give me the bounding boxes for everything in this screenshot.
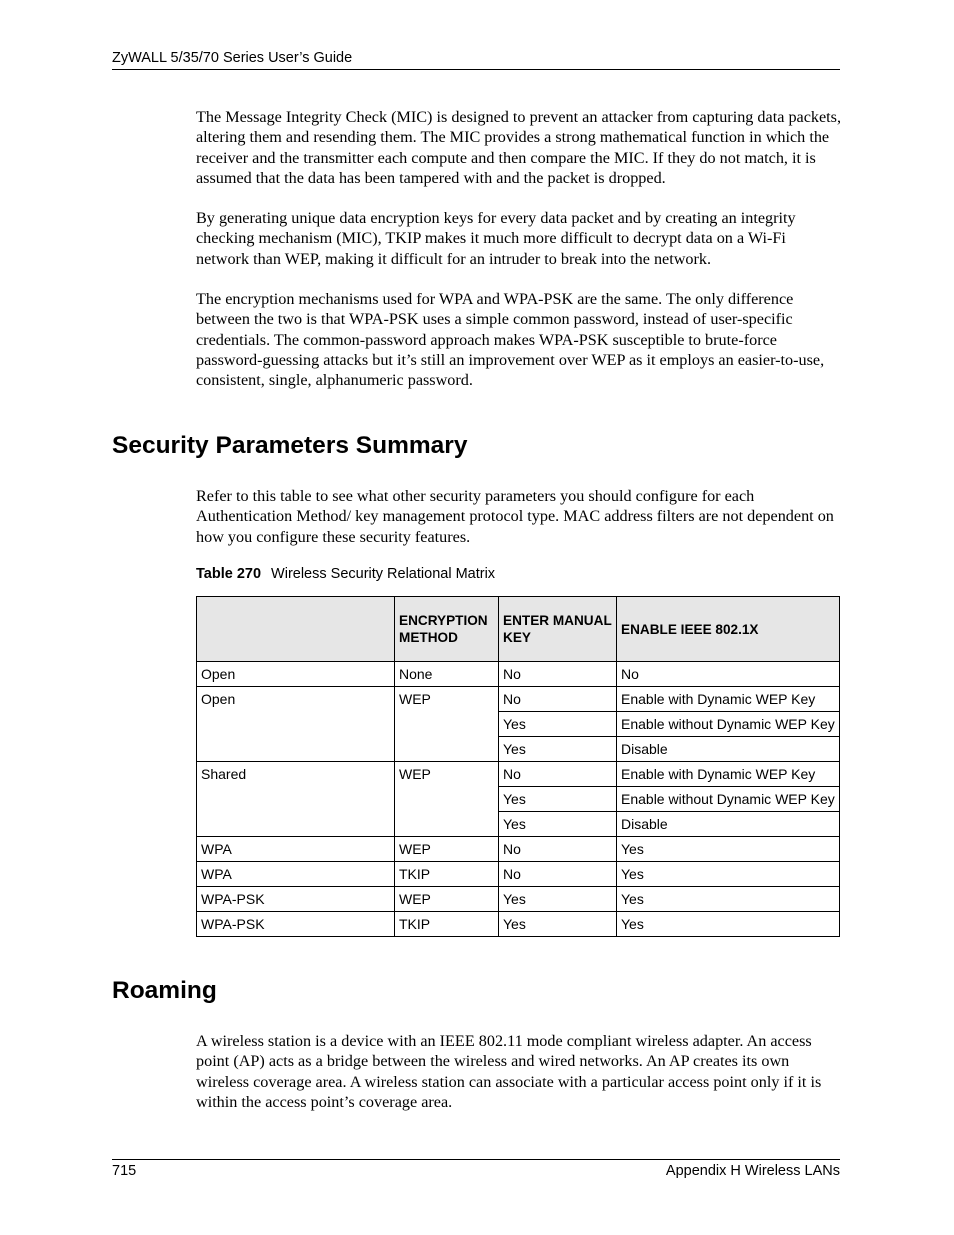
table-cell: Yes: [499, 912, 617, 937]
table-row: [197, 762, 840, 787]
table-cell: TKIP: [395, 912, 499, 937]
table-cell: No: [617, 662, 840, 687]
heading-security-parameters-summary: Security Parameters Summary: [112, 432, 468, 459]
table-cell: Enable with Dynamic WEP Key: [617, 687, 840, 712]
table-cell: Open: [197, 662, 395, 687]
table-cell: WEP: [395, 687, 499, 762]
table-header-row: [197, 597, 840, 662]
table-row: [197, 862, 840, 887]
table-cell: Enable without Dynamic WEP Key: [617, 787, 840, 812]
table-cell: Yes: [499, 787, 617, 812]
table-cell: No: [499, 862, 617, 887]
table-cell: None: [395, 662, 499, 687]
table-cell: Shared: [197, 762, 395, 837]
table-cell: Yes: [617, 887, 840, 912]
table-cell: WPA-PSK: [197, 887, 395, 912]
roaming-text: [196, 1031, 842, 1112]
guide-title: ZyWALL 5/35/70 Series User’s Guide: [112, 50, 353, 66]
security-summary-text: [196, 486, 842, 547]
table-caption: [196, 566, 495, 582]
table-row: [197, 887, 840, 912]
table-cell: Yes: [499, 712, 617, 737]
table-row: [197, 837, 840, 862]
table-cell: Yes: [617, 837, 840, 862]
intro-text: [196, 107, 842, 391]
table-cell: TKIP: [395, 862, 499, 887]
table-cell: WEP: [395, 887, 499, 912]
page-number: 715: [112, 1163, 137, 1179]
table-caption-text: Wireless Security Relational Matrix: [271, 566, 496, 582]
paragraph-mic: The Message Integrity Check (MIC) is designed to prevent an attacker from capturing data packets, altering them and resending them. The MIC provides a strong mathematical function in which the receiver and the transmitter each compute and then compare the MIC. If they do not match, it is assumed that the data has been tampered with and the packet is dropped.: [196, 108, 842, 187]
table-caption-label: Table 270: [196, 566, 262, 582]
header-cell-encryption: ENCRYPTION METHOD: [395, 597, 499, 662]
table-cell: No: [499, 687, 617, 712]
table-row: [197, 687, 840, 712]
paragraph-wpa-psk: The encryption mechanisms used for WPA and WPA-PSK are the same. The only difference between the two is that WPA-PSK uses a simple common password, instead of user-specific credentials. The common-password approach makes WPA-PSK susceptible to brute-force password-guessing attacks but it’s still an improvement over WEP as it employs an easier-to-use, consistent, single, alphanumeric password.: [196, 290, 825, 390]
table-cell: Open: [197, 687, 395, 762]
table-cell: WEP: [395, 762, 499, 837]
header-cell-manual-key: ENTER MANUAL KEY: [499, 597, 617, 662]
table-cell: Yes: [617, 862, 840, 887]
paragraph-roaming: A wireless station is a device with an IEEE 802.11 mode compliant wireless adapter. An access point (AP) acts as a bridge between the wireless and wired networks. An AP creates its own wireless coverage area. A wireless station can associate with a particular access point only if it is within the access point’s coverage area.: [196, 1032, 822, 1111]
table-cell: Yes: [617, 912, 840, 937]
table-cell: Enable with Dynamic WEP Key: [617, 762, 840, 787]
table-cell: WPA: [197, 837, 395, 862]
table-cell: No: [499, 837, 617, 862]
table-cell: Yes: [499, 737, 617, 762]
table-cell: WPA-PSK: [197, 912, 395, 937]
page-footer: [112, 1159, 840, 1179]
table-cell: No: [499, 762, 617, 787]
header-cell-auth: [197, 597, 395, 662]
table-cell: No: [499, 662, 617, 687]
page-header: [112, 50, 840, 70]
table-cell: WEP: [395, 837, 499, 862]
table-row: [197, 662, 840, 687]
heading-roaming: Roaming: [112, 977, 217, 1004]
paragraph-security-summary: Refer to this table to see what other security parameters you should configure for each Authentication Method/ key management protocol type. MAC address filters are not dependent on how you configure these security features.: [196, 487, 834, 546]
security-matrix-table: [196, 596, 840, 937]
header-cell-ieee8021x: ENABLE IEEE 802.1X: [617, 597, 840, 662]
paragraph-tkip: By generating unique data encryption keys for every data packet and by creating an integrity checking mechanism (MIC), TKIP makes it much more difficult to decrypt data on a Wi-Fi network than WEP, making it difficult for an intruder to break into the network.: [196, 209, 796, 268]
footer-section: Appendix H Wireless LANs: [665, 1163, 840, 1179]
table-cell: Disable: [617, 737, 840, 762]
table-cell: Yes: [499, 812, 617, 837]
table-cell: Yes: [499, 887, 617, 912]
table-cell: WPA: [197, 862, 395, 887]
table-cell: Disable: [617, 812, 840, 837]
table-row: [197, 912, 840, 937]
table-cell: Enable without Dynamic WEP Key: [617, 712, 840, 737]
